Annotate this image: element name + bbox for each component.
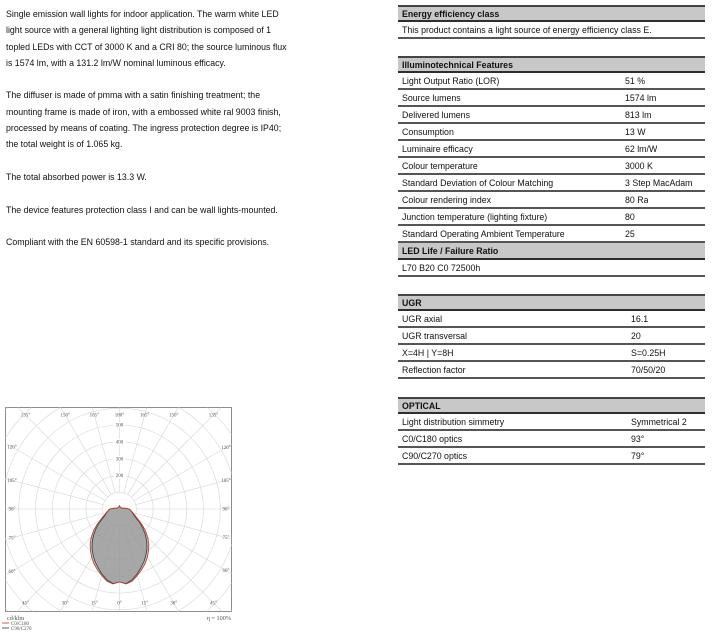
row-value: 79° [631, 450, 645, 461]
ring-label: 500 [115, 423, 124, 429]
row-label: Source lumens [402, 92, 461, 103]
efficiency-label: η = 100% [206, 615, 231, 622]
row-label: Standard Operating Ambient Temperature [402, 228, 565, 239]
description-paragraph [6, 234, 386, 250]
led-life-title: LED Life / Failure Ratio [402, 245, 499, 256]
row-label: Light distribution simmetry [402, 416, 505, 427]
angle-label: 15° [90, 601, 98, 607]
angle-label: 165° [89, 413, 100, 419]
table-row [398, 158, 705, 175]
table-row [398, 175, 705, 192]
table-row [398, 141, 705, 158]
angle-label: 75° [222, 536, 230, 542]
unit-label: cd/klm [7, 615, 25, 622]
angle-label: 75° [8, 536, 16, 542]
angle-label: 165° [139, 413, 150, 419]
angle-label: 135° [20, 413, 31, 419]
angle-label: 15° [141, 601, 149, 607]
row-value: 3000 K [625, 160, 653, 171]
row-value: Symmetrical 2 [631, 416, 687, 427]
description-paragraph [6, 87, 386, 152]
description-line: The diffuser is made of pmma with a satin finishing treatment; the [6, 90, 261, 101]
row-value: 80 [625, 211, 635, 222]
table-title: OPTICAL [402, 400, 441, 411]
table-row [398, 362, 705, 379]
table-row [398, 226, 705, 243]
description-line: Compliant with the EN 60598-1 standard and its specific provisions. [6, 237, 270, 248]
description-line: The device features protection class I and can be wall lights-mounted. [6, 204, 278, 215]
row-value: 1574 lm [625, 92, 657, 103]
angle-label: 135° [208, 413, 219, 419]
description-paragraph [6, 169, 386, 185]
row-label: C0/C180 optics [402, 433, 463, 444]
row-label: Reflection factor [402, 364, 466, 375]
optical-table [398, 397, 705, 465]
ring-label: 200 [115, 474, 124, 480]
legend [2, 622, 32, 632]
table-title: UGR [402, 297, 422, 308]
angle-label: 120° [7, 445, 17, 451]
row-label: Delivered lumens [402, 109, 470, 120]
row-label: X=4H | Y=8H [402, 347, 454, 358]
angle-label: 60° [8, 569, 16, 575]
table-row [398, 124, 705, 141]
description-line: Single emission wall lights for indoor application. The warm white LED [6, 9, 279, 19]
table-row [398, 311, 705, 328]
description-line: The total absorbed power is 13.3 W. [6, 171, 147, 182]
illuminotechnical-table [398, 56, 705, 277]
description-paragraph [6, 6, 386, 71]
table-row [398, 22, 705, 39]
table-subheader [398, 243, 705, 260]
row-value: 25 [625, 228, 635, 239]
table-title: Illuminotechnical Features [402, 59, 513, 70]
row-label: Luminaire efficacy [402, 143, 473, 154]
angle-label: 90° [8, 507, 16, 513]
table-header [398, 397, 705, 414]
angle-label: 90° [222, 507, 230, 513]
description-line: mounting frame is made of iron, with a embossed white ral 9003 finish, [6, 106, 281, 117]
row-label: UGR transversal [402, 330, 468, 341]
description-line: topled LEDs with CCT of 3000 K and a CRI 80; the source luminous flux [6, 41, 287, 52]
angle-label: 105° [221, 479, 231, 485]
row-label: C90/C270 optics [402, 450, 468, 461]
table-row [398, 107, 705, 124]
row-label: Colour rendering index [402, 194, 491, 205]
row-value: 16.1 [631, 313, 649, 324]
angle-label: 150° [60, 413, 70, 419]
angle-label: 120° [221, 446, 231, 452]
energy-efficiency-table [398, 5, 705, 39]
legend-label-c90-c270: C90/C270 [11, 626, 32, 632]
row-value: 3 Step MacAdam [625, 177, 693, 188]
table-row [398, 90, 705, 107]
table-row [398, 328, 705, 345]
table-row [398, 345, 705, 362]
row-value: 13 W [625, 126, 646, 137]
row-value: 20 [631, 330, 641, 341]
description-line: light source with a general lighting light distribution is composed of 1 [6, 25, 272, 36]
table-row [398, 431, 705, 448]
row-value: 813 lm [625, 109, 652, 120]
angle-label: 45° [210, 601, 217, 607]
angle-label: 45° [22, 601, 29, 607]
row-label: Light Output Ratio (LOR) [402, 75, 500, 86]
angle-label: 30° [170, 601, 178, 607]
row-value: 51 % [625, 75, 646, 86]
description-line: the total weight is of 1.065 kg. [6, 139, 123, 150]
ugr-table [398, 294, 705, 379]
ring-label: 400 [115, 440, 124, 446]
description-line: processed by means of coating. The ingress protection degree is IP40; [6, 123, 282, 134]
ring-label: 300 [115, 457, 124, 463]
row-label: Consumption [402, 126, 454, 137]
description-paragraph [6, 202, 386, 218]
table-title: Energy efficiency class [402, 8, 500, 19]
row-value: 62 lm/W [625, 143, 658, 154]
angle-label: 60° [222, 569, 230, 575]
legend-label-c0-c180: C0/C180 [11, 621, 30, 627]
row-value: 70/50/20 [631, 364, 666, 375]
table-header [398, 5, 705, 22]
led-life-value: L70 B20 C0 72500h [402, 262, 481, 273]
table-header [398, 294, 705, 311]
row-value: S=0.25H [631, 347, 666, 358]
row-label: Standard Deviation of Colour Matching [402, 177, 554, 188]
row-label: Junction temperature (lighting fixture) [402, 211, 548, 222]
description-line: is 1574 lm, with a 131.2 lm/W nominal luminous efficacy. [6, 57, 226, 68]
polar-light-distribution-chart [0, 400, 240, 638]
table-row [398, 448, 705, 465]
angle-label: 0° [117, 601, 122, 607]
row-value: 80 Ra [625, 194, 649, 205]
angle-label: 105° [7, 478, 17, 484]
product-description [6, 6, 386, 267]
table-row [398, 414, 705, 431]
table-row [398, 260, 705, 277]
angle-label: 30° [61, 601, 69, 607]
table-row [398, 209, 705, 226]
table-row [398, 73, 705, 90]
energy-note: This product contains a light source of energy efficiency class E. [402, 24, 652, 35]
angle-label: 150° [169, 413, 179, 419]
table-header [398, 56, 705, 73]
row-value: 93° [631, 433, 645, 444]
row-label: Colour temperature [402, 160, 478, 171]
table-row [398, 192, 705, 209]
angle-label: 180° [114, 413, 125, 419]
row-label: UGR axial [402, 313, 443, 324]
